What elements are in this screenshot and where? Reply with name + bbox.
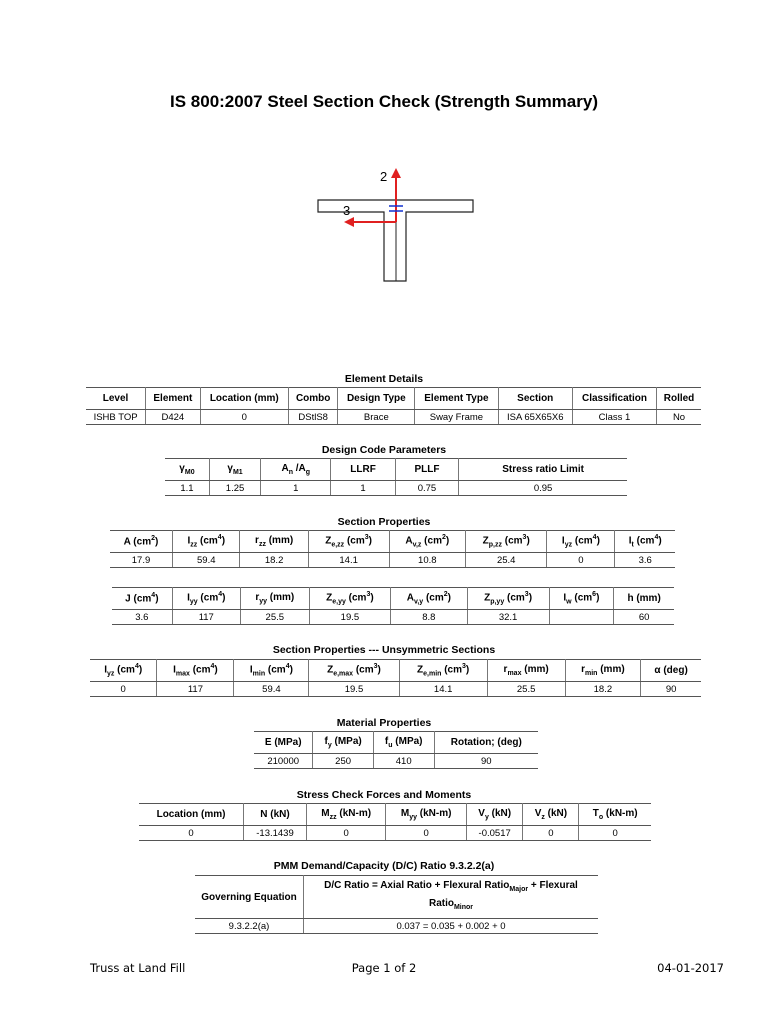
table-cell: 410 (373, 754, 434, 769)
section-properties-table-1 (110, 530, 675, 568)
table-cell: 0 (90, 682, 157, 697)
table-row (195, 919, 598, 934)
table-row (112, 610, 674, 625)
element-details-table (86, 387, 701, 425)
zpzz-header: $Z_{p,zz}$ $(cm^3)$ (466, 531, 547, 553)
table-cell: 0.037 = 0.035 + 0.002 + 0 (304, 919, 599, 934)
unsymmetric-table (90, 659, 701, 697)
iyz-unsym-header: $I_{yz}$ $(cm^4)$ (90, 660, 157, 682)
table-cell: 90 (641, 682, 701, 697)
table-cell: Brace (338, 410, 415, 425)
vz-header: $V_z$ (kN) (523, 804, 579, 826)
footer-project: Truss at Land Fill (90, 961, 186, 975)
element-details-header-3: Combo (289, 388, 338, 410)
rotation-header: Rotation; (deg) (434, 732, 538, 754)
element-details-header-6: Section (498, 388, 572, 410)
rmin-header: $r_{min}$ (mm) (565, 660, 641, 682)
fy-header: $f_y$ (MPa) (313, 732, 373, 754)
table-cell: 1 (331, 481, 395, 496)
table-cell: 3.6 (615, 553, 675, 568)
table-cell: 25.4 (466, 553, 547, 568)
axis-3-label: 3 (343, 203, 351, 218)
element-details-header-4: Design Type (338, 388, 415, 410)
table-cell: 117 (157, 682, 234, 697)
axis-2-label: 2 (380, 169, 388, 184)
table-cell: 0 (306, 826, 385, 841)
table-cell: D424 (146, 410, 200, 425)
table-cell: 1.25 (209, 481, 260, 496)
table-cell: 0 (139, 826, 244, 841)
table-cell: ISHB TOP (86, 410, 146, 425)
table-cell (549, 610, 614, 625)
table-cell: 0.75 (395, 481, 458, 496)
table-cell: 14.1 (399, 682, 487, 697)
table-cell: 250 (313, 754, 373, 769)
table-cell: 3.6 (112, 610, 172, 625)
it-header: $I_t$ $(cm^4)$ (615, 531, 675, 553)
table-cell: 117 (172, 610, 240, 625)
iw-header: $I_w$ $(cm^6)$ (549, 588, 614, 610)
avz-header: $A_{v,z}$ $(cm^2)$ (389, 531, 466, 553)
table-cell: 10.8 (389, 553, 466, 568)
forces-heading: Stress Check Forces and Moments (296, 789, 472, 801)
material-heading: Material Properties (336, 717, 432, 729)
table-cell: 25.5 (240, 610, 309, 625)
llrf-header: LLRF (331, 459, 395, 481)
rmax-header: $r_{max}$ (mm) (487, 660, 565, 682)
element-details-header-7: Classification (572, 388, 656, 410)
gamma-m1-header: $\gamma_{M1}$ (209, 459, 260, 481)
area-ratio-header: $A_n$ $/A_g$ (261, 459, 331, 481)
area-header: A $(cm^2)$ (110, 531, 173, 553)
table-cell: 60 (614, 610, 674, 625)
table-cell: 25.5 (487, 682, 565, 697)
table-cell: 0 (579, 826, 651, 841)
table-cell: No (657, 410, 701, 425)
table-cell: 0 (547, 553, 615, 568)
pllf-header: PLLF (395, 459, 458, 481)
table-cell: 32.1 (467, 610, 549, 625)
table-row (86, 410, 701, 425)
n-header: N (kN) (244, 804, 307, 826)
governing-equation-header: Governing Equation (195, 876, 304, 919)
element-details-header-8: Rolled (657, 388, 701, 410)
dc-ratio-header: D/C Ratio = Axial Ratio + Flexural Ratio$_{Major}$ + Flexural Ratio$_{Minor}$ (304, 876, 599, 919)
table-cell: 0 (200, 410, 288, 425)
table-cell: 18.2 (565, 682, 641, 697)
gamma-m0-header: $\gamma_{M0}$ (165, 459, 209, 481)
element-details-header-1: Element (146, 388, 200, 410)
zezz-header: $Z_{e,zz}$ $(cm^3)$ (308, 531, 389, 553)
table-cell: 59.4 (173, 553, 240, 568)
table-row (254, 754, 538, 769)
design-code-heading: Design Code Parameters (321, 444, 447, 456)
zemin-header: $Z_{e,min}$ $(cm^3)$ (399, 660, 487, 682)
design-code-table (165, 458, 627, 496)
rzz-header: $r_{zz}$ (mm) (240, 531, 308, 553)
element-details-header-5: Element Type (415, 388, 498, 410)
table-cell: 1 (261, 481, 331, 496)
izz-header: $I_{zz}$ $(cm^4)$ (173, 531, 240, 553)
j-header: J $(cm^4)$ (112, 588, 172, 610)
element-details-heading: Element Details (344, 373, 424, 385)
section-diagram (300, 160, 480, 285)
pmm-table (195, 875, 598, 934)
table-cell: 0.95 (459, 481, 627, 496)
table-cell: ISA 65X65X6 (498, 410, 572, 425)
zeyy-header: $Z_{e,yy}$ $(cm^3)$ (309, 588, 390, 610)
table-cell: DStlS8 (289, 410, 338, 425)
table-cell: 59.4 (234, 682, 309, 697)
imax-header: $I_{max}$ $(cm^4)$ (157, 660, 234, 682)
table-cell: 210000 (254, 754, 313, 769)
iyz-header: $I_{yz}$ $(cm^4)$ (547, 531, 615, 553)
element-details-header-2: Location (mm) (200, 388, 288, 410)
e-header: E (MPa) (254, 732, 313, 754)
section-properties-heading: Section Properties (337, 516, 431, 528)
table-row (90, 682, 701, 697)
table-cell: 1.1 (165, 481, 209, 496)
zpyy-header: $Z_{p,yy}$ $(cm^3)$ (467, 588, 549, 610)
ryy-header: $r_{yy}$ (mm) (240, 588, 309, 610)
footer-page-number: Page 1 of 2 (351, 961, 417, 975)
table-cell: 14.1 (308, 553, 389, 568)
location-header: Location (mm) (139, 804, 244, 826)
page-title: IS 800:2007 Steel Section Check (Strength Summary) (170, 92, 598, 111)
myy-header: $M_{yy}$ (kN-m) (386, 804, 467, 826)
table-cell: 19.5 (309, 682, 399, 697)
imin-header: $I_{min}$ $(cm^4)$ (234, 660, 309, 682)
table-row (165, 481, 627, 496)
table-cell: 90 (434, 754, 538, 769)
table-cell: 9.3.2.2(a) (195, 919, 304, 934)
fu-header: $f_u$ (MPa) (373, 732, 434, 754)
stress-ratio-limit-header: Stress ratio Limit (459, 459, 627, 481)
vy-header: $V_y$ (kN) (466, 804, 523, 826)
zemax-header: $Z_{e,max}$ $(cm^3)$ (309, 660, 399, 682)
table-cell: 18.2 (240, 553, 308, 568)
section-properties-table-2 (112, 587, 674, 625)
element-details-header-0: Level (86, 388, 146, 410)
h-header: h (mm) (614, 588, 674, 610)
table-cell: -13.1439 (244, 826, 307, 841)
table-cell: 17.9 (110, 553, 173, 568)
mzz-header: $M_{zz}$ (kN-m) (306, 804, 385, 826)
table-cell: Class 1 (572, 410, 656, 425)
table-cell: Sway Frame (415, 410, 498, 425)
alpha-header: α (deg) (641, 660, 701, 682)
table-row (110, 553, 675, 568)
avy-header: $A_{v,y}$ $(cm^2)$ (391, 588, 468, 610)
material-table (254, 731, 538, 769)
forces-table (139, 803, 651, 841)
to-header: $T_o$ (kN-m) (579, 804, 651, 826)
table-cell: 8.8 (391, 610, 468, 625)
table-cell: 19.5 (309, 610, 390, 625)
table-row (139, 826, 651, 841)
pmm-heading: PMM Demand/Capacity (D/C) Ratio 9.3.2.2(a) (273, 860, 495, 872)
footer-date: 04-01-2017 (657, 961, 724, 975)
table-cell: -0.0517 (466, 826, 523, 841)
table-cell: 0 (523, 826, 579, 841)
unsymmetric-heading: Section Properties --- Unsymmetric Sections (272, 644, 496, 656)
iyy-header: $I_{yy}$ $(cm^4)$ (172, 588, 240, 610)
table-cell: 0 (386, 826, 467, 841)
